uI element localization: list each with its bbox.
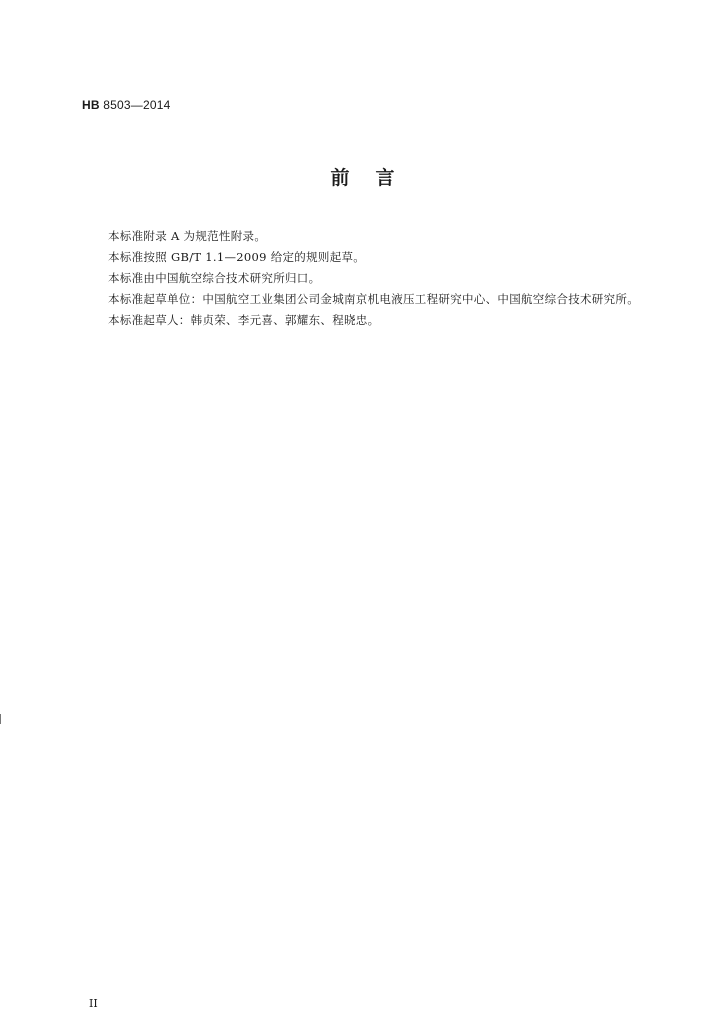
standard-number: 8503—2014 [103,98,171,112]
paragraph-drafting-units: 本标准起草单位：中国航空工业集团公司金城南京机电液压工程研究中心、中国航空综合技术研究所。 [108,292,639,306]
paragraph-drafting-rules: 本标准按照 GB/T 1.1—2009 给定的规则起草。 [108,250,366,264]
page-number: II [89,997,98,1010]
paragraph-appendix: 本标准附录 A 为规范性附录。 [108,229,267,243]
standard-code [82,98,170,112]
page-title: 前言 [330,167,421,189]
foreword-body [84,226,684,331]
scan-artifact [0,714,1,724]
paragraph-drafters: 本标准起草人：韩贞荣、李元喜、郭耀东、程晓忠。 [108,313,380,327]
standard-prefix: HB [82,98,100,112]
paragraph-responsible-body: 本标准由中国航空综合技术研究所归口。 [108,271,321,285]
